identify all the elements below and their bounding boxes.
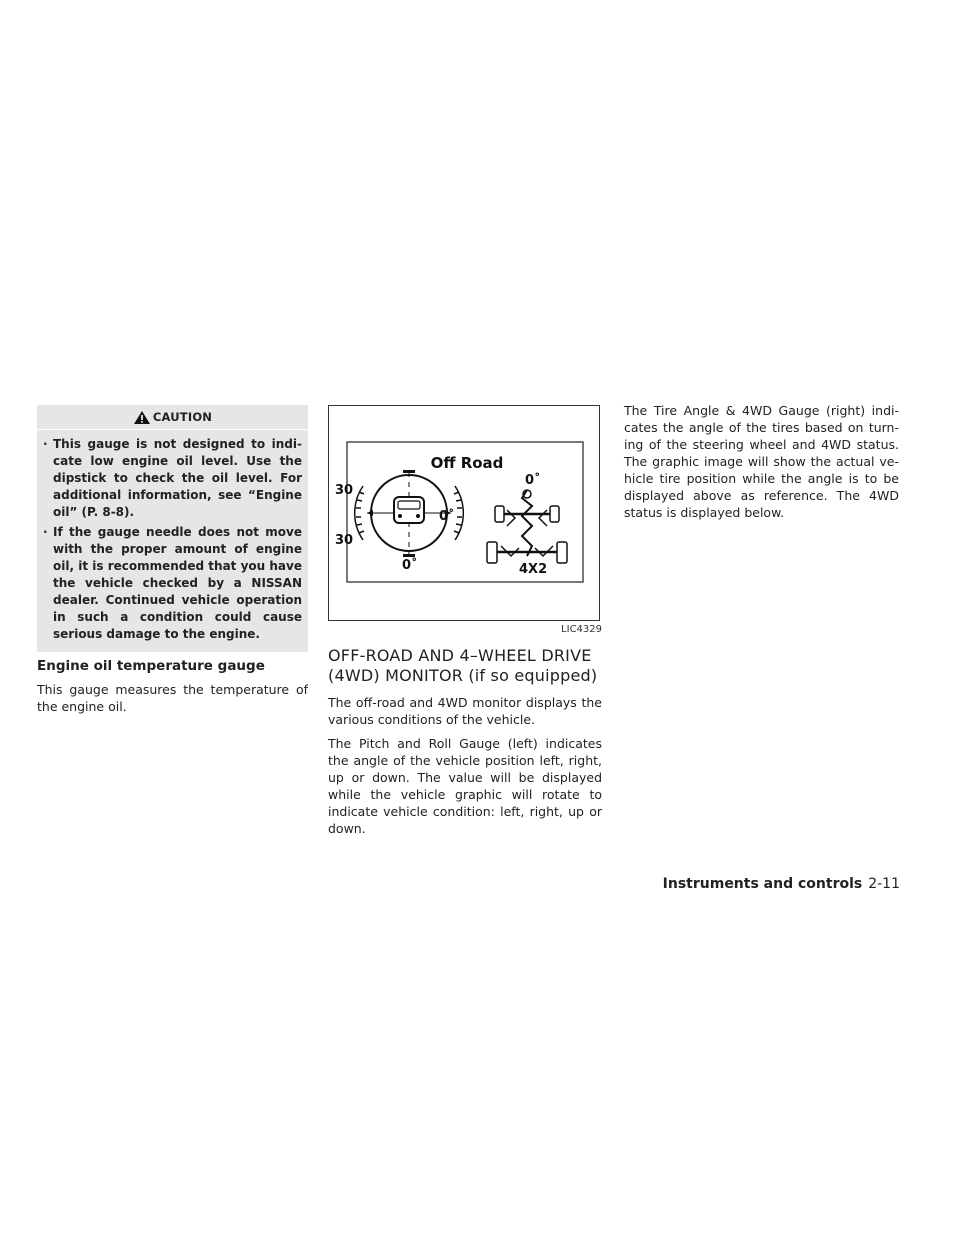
pitch-value-label: 0˚ (402, 558, 418, 573)
roll-value-label: 0˚ (439, 509, 455, 524)
offroad-figure (328, 405, 600, 621)
caution-item-text: This gauge is not designed to indicate low engine oil level. Use the dipstick to check the oil level. For additional information, see “Engine oil” (P. 8-8). (53, 437, 302, 519)
footer-title: Instruments and controls (662, 876, 863, 892)
caution-box (37, 405, 308, 652)
monitor-para-1: The off-road and 4WD monitor displays the various conditions of the vehicle. (328, 695, 602, 727)
offroad-monitor-illustration (329, 406, 599, 620)
caution-list (37, 436, 308, 643)
pitch-roll-gauge (335, 470, 463, 573)
oil-temp-body: This gauge measures the temperature of the engine oil. (37, 682, 308, 714)
tire-angle-gauge (487, 472, 567, 577)
figure-title: Off Road (430, 454, 504, 472)
left-column (37, 405, 308, 722)
figure-caption: LIC4329 (561, 624, 602, 635)
caution-item: · If the gauge needle does not move with the proper amount of engine oil, it is recommended that you have the vehicle checked by a NISSAN dealer. Continued vehicle operation in such a condition could cause serious damage to the engine. (43, 525, 302, 641)
tire-angle-label: 0˚ (525, 473, 541, 488)
pitch-top-label: 30 (335, 483, 354, 498)
right-column (624, 405, 899, 528)
page-number: 2-11 (868, 876, 900, 892)
caution-item: · This gauge is not designed to indicate low engine oil level. Use the dipstick to check the oil level. For additional information, see “Engine oil” (P. 8-8). (43, 437, 302, 519)
page-footer (663, 876, 900, 892)
pitch-bottom-label: 30 (335, 533, 354, 548)
middle-column (328, 405, 602, 844)
oil-temp-heading: Engine oil temperature gauge (37, 658, 265, 674)
warning-icon (133, 410, 151, 425)
monitor-heading: OFF-ROAD AND 4–WHEEL DRIVE (4WD) MONITOR (if so equipped) (328, 646, 598, 685)
caution-header (37, 405, 308, 430)
drive-mode-label: 4X2 (519, 562, 548, 577)
tire-gauge-body: The Tire Angle & 4WD Gauge (right) indicates the angle of the tires based on turning of the steering wheel and 4WD status. The graphic image will show the actual vehicle tire position while the angle is to be displayed above as reference. The 4WD status is displayed below. (624, 403, 899, 520)
monitor-para-2: The Pitch and Roll Gauge (left) indicates the angle of the vehicle position left, right, up or down. The value will be displayed while the vehicle graphic will rotate to indicate vehicle condition: left, right, up or down. (328, 736, 602, 836)
caution-heading: CAUTION (152, 409, 213, 424)
caution-item-text: If the gauge needle does not move with the proper amount of engine oil, it is recommended that you have the vehicle checked by a NISSAN dealer. Continued vehicle operation in such a condition could cause serious damage to the engine. (53, 525, 302, 641)
